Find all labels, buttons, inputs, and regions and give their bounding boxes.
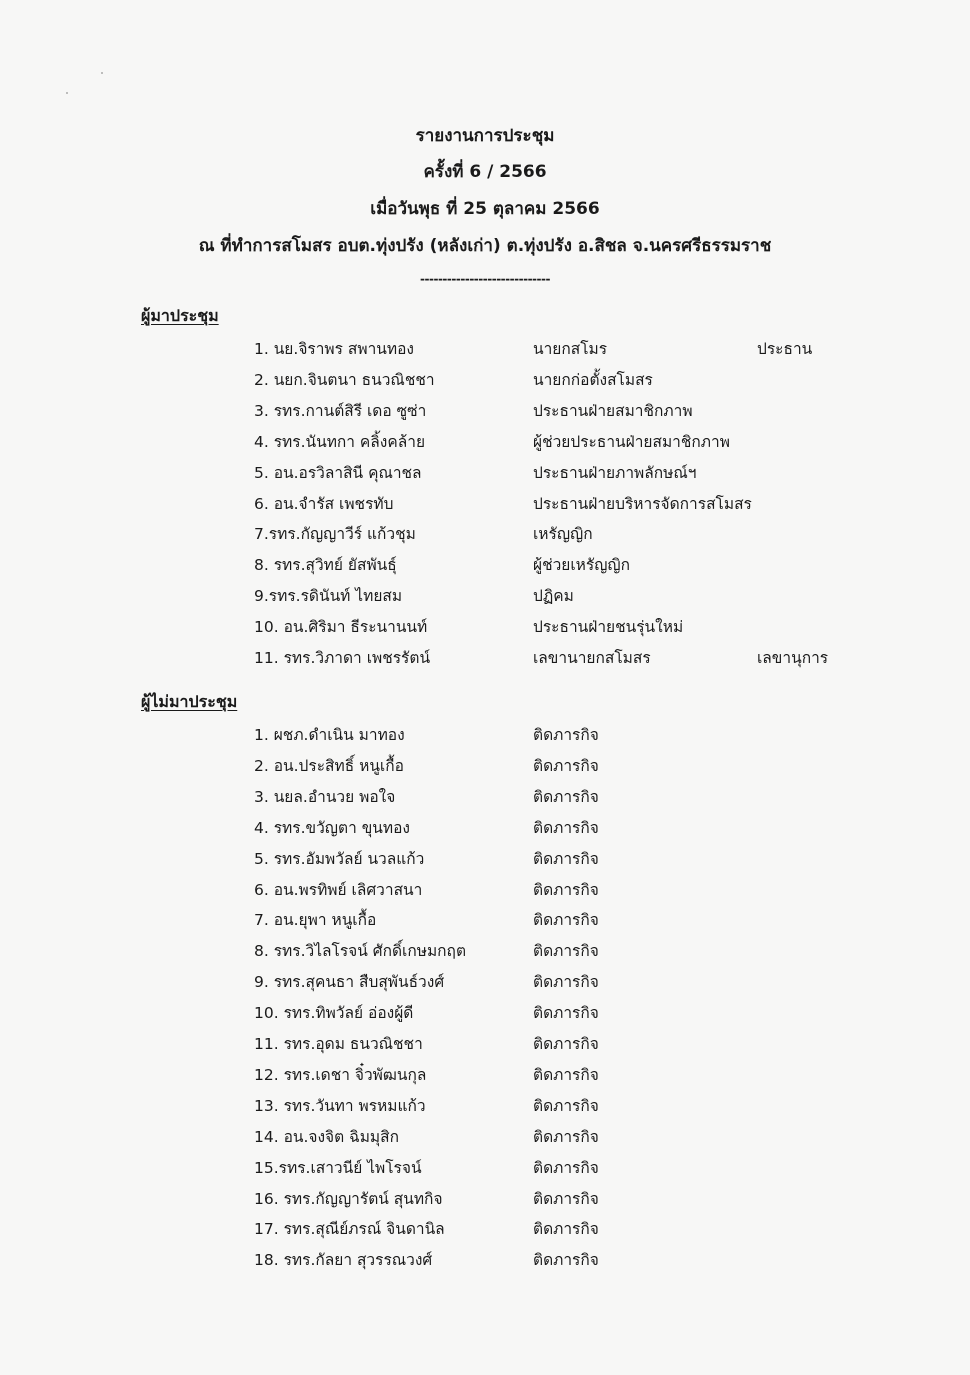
member-position: นายกก่อตั้งสโมสร: [533, 370, 653, 389]
list-item: [0, 940, 970, 962]
absence-reason: ติดภารกิจ: [533, 1251, 599, 1270]
absence-reason: ติดภารกิจ: [533, 787, 599, 806]
member-name: 4. รทร.ขวัญตา ขุนทอง: [254, 818, 410, 837]
list-item: [0, 647, 970, 669]
member-name: 7.รทร.กัญญาวีร์ แก้วชุม: [254, 525, 416, 544]
list-item: [0, 338, 970, 360]
member-name: 5. รทร.อัมพวัลย์ นวลแก้ว: [254, 849, 425, 868]
member-name: 16. รทร.กัญญารัตน์ สุนทกิจ: [254, 1189, 443, 1208]
list-item: [0, 909, 970, 931]
member-name: 1. นย.จิราพร สพานทอง: [254, 340, 414, 358]
list-item: [0, 1095, 970, 1117]
member-name: 9.รทร.รดินันท์ ไทยสม: [254, 587, 403, 606]
list-item: [0, 462, 970, 484]
list-item: [0, 493, 970, 515]
member-position: เหรัญญิก: [533, 525, 593, 544]
member-name: 11. รทร.วิภาดา เพชรรัตน์: [254, 649, 431, 667]
header-divider: -----------------------------: [420, 272, 550, 286]
absence-reason: ติดภารกิจ: [533, 911, 599, 930]
list-item: [0, 1188, 970, 1210]
meeting-role: ประธาน: [757, 340, 813, 358]
meeting-date: เมื่อวันพุธ ที่ 25 ตุลาคม 2566: [370, 199, 600, 219]
member-position: ประธานฝ่ายบริหารจัดการสโมสร: [533, 494, 752, 513]
list-item: [0, 523, 970, 545]
absence-reason: ติดภารกิจ: [533, 1065, 599, 1084]
list-item: [0, 817, 970, 839]
list-item: [0, 879, 970, 901]
member-name: 17. รทร.สุณีย์ภรณ์ จินดานิล: [254, 1220, 445, 1239]
absence-reason: ติดภารกิจ: [533, 726, 599, 744]
member-position: เลขานายกสโมสร: [533, 649, 651, 667]
absence-reason: ติดภารกิจ: [533, 942, 599, 961]
absence-reason: ติดภารกิจ: [533, 1189, 599, 1208]
scan-speck: [101, 72, 103, 74]
list-item: [0, 755, 970, 777]
list-item: [0, 400, 970, 422]
list-item: [0, 1218, 970, 1240]
member-position: ประธานฝ่ายชนรุ่นใหม่: [533, 618, 684, 637]
absence-reason: ติดภารกิจ: [533, 1035, 599, 1053]
list-item: [0, 585, 970, 607]
meeting-venue: ณ ที่ทำการสโมสร อบต.ทุ่งปรัง (หลังเก่า) ต.ทุ่งปรัง อ.สิชล จ.นครศรีธรรมราช: [198, 236, 772, 256]
list-item: [0, 1126, 970, 1148]
member-name: 2. นยก.จินตนา ธนวณิชชา: [254, 370, 435, 389]
absentees-heading: ผู้ไม่มาประชุม: [141, 692, 238, 711]
member-name: 6. อน.จำรัส เพชรทับ: [254, 494, 394, 513]
member-position: ประธานฝ่ายภาพลักษณ์ฯ: [533, 463, 697, 482]
member-name: 15.รทร.เสาวนีย์ ไพโรจน์: [254, 1158, 422, 1177]
list-item: [0, 616, 970, 638]
scan-speck: [66, 92, 68, 94]
absence-reason: ติดภารกิจ: [533, 1158, 599, 1177]
member-name: 8. รทร.สุวิทย์ ยัสพันธุ์: [254, 556, 397, 575]
absence-reason: ติดภารกิจ: [533, 756, 599, 775]
member-name: 10. อน.ศิริมา ธีระนานนท์: [254, 618, 428, 637]
member-name: 18. รทร.กัลยา สุวรรณวงศ์: [254, 1251, 433, 1270]
member-name: 10. รทร.ทิพวัลย์ อ่องผู้ดี: [254, 1004, 414, 1023]
list-item: [0, 724, 970, 746]
absence-reason: ติดภารกิจ: [533, 1096, 599, 1115]
member-name: 7. อน.ยุพา หนูเกื้อ: [254, 911, 377, 930]
member-name: 3. นยล.อำนวย พอใจ: [254, 787, 396, 806]
list-item: [0, 554, 970, 576]
member-name: 11. รทร.อุดม ธนวณิชชา: [254, 1035, 423, 1053]
member-position: ปฏิคม: [533, 587, 574, 606]
absence-reason: ติดภารกิจ: [533, 849, 599, 868]
list-item: [0, 1157, 970, 1179]
member-position: ผู้ช่วยประธานฝ่ายสมาชิกภาพ: [533, 432, 730, 451]
list-item: [0, 369, 970, 391]
absence-reason: ติดภารกิจ: [533, 1220, 599, 1239]
member-name: 14. อน.จงจิต ฉิมมุสิก: [254, 1127, 399, 1146]
member-position: ผู้ช่วยเหรัญญิก: [533, 556, 631, 575]
member-name: 6. อน.พรทิพย์ เลิศวาสนา: [254, 880, 423, 899]
member-name: 12. รทร.เดชา จิ๋วพัฒนกุล: [254, 1065, 427, 1084]
member-name: 3. รทร.กานต์สิรี เดอ ซูซ่า: [254, 401, 427, 420]
member-name: 2. อน.ประสิทธิ์ หนูเกื้อ: [254, 756, 404, 775]
member-name: 4. รทร.นันทกา คลิ้งคล้าย: [254, 432, 426, 451]
list-item: [0, 1249, 970, 1271]
list-item: [0, 1002, 970, 1024]
list-item: [0, 971, 970, 993]
list-item: [0, 1064, 970, 1086]
absence-reason: ติดภารกิจ: [533, 818, 599, 837]
list-item: [0, 1033, 970, 1055]
meeting-role: เลขานุการ: [757, 649, 829, 667]
member-name: 1. ผชภ.ดำเนิน มาทอง: [254, 726, 405, 744]
list-item: [0, 431, 970, 453]
absence-reason: ติดภารกิจ: [533, 1004, 599, 1023]
member-position: นายกสโมร: [533, 340, 608, 358]
report-title: รายงานการประชุม: [415, 126, 555, 146]
list-item: [0, 848, 970, 870]
list-item: [0, 786, 970, 808]
member-name: 13. รทร.วันทา พรหมแก้ว: [254, 1096, 426, 1115]
member-name: 9. รทร.สุคนธา สืบสุพันธ์วงศ์: [254, 973, 445, 992]
meeting-session: ครั้งที่ 6 / 2566: [423, 162, 547, 182]
member-position: ประธานฝ่ายสมาชิกภาพ: [533, 401, 693, 420]
attendees-heading: ผู้มาประชุม: [141, 306, 219, 325]
member-name: 5. อน.อรวิลาสินี คุณาชล: [254, 463, 422, 482]
absence-reason: ติดภารกิจ: [533, 1127, 599, 1146]
absence-reason: ติดภารกิจ: [533, 973, 599, 992]
member-name: 8. รทร.วิไลโรจน์ ศักดิ์เกษมกฤต: [254, 942, 467, 961]
absence-reason: ติดภารกิจ: [533, 880, 599, 899]
